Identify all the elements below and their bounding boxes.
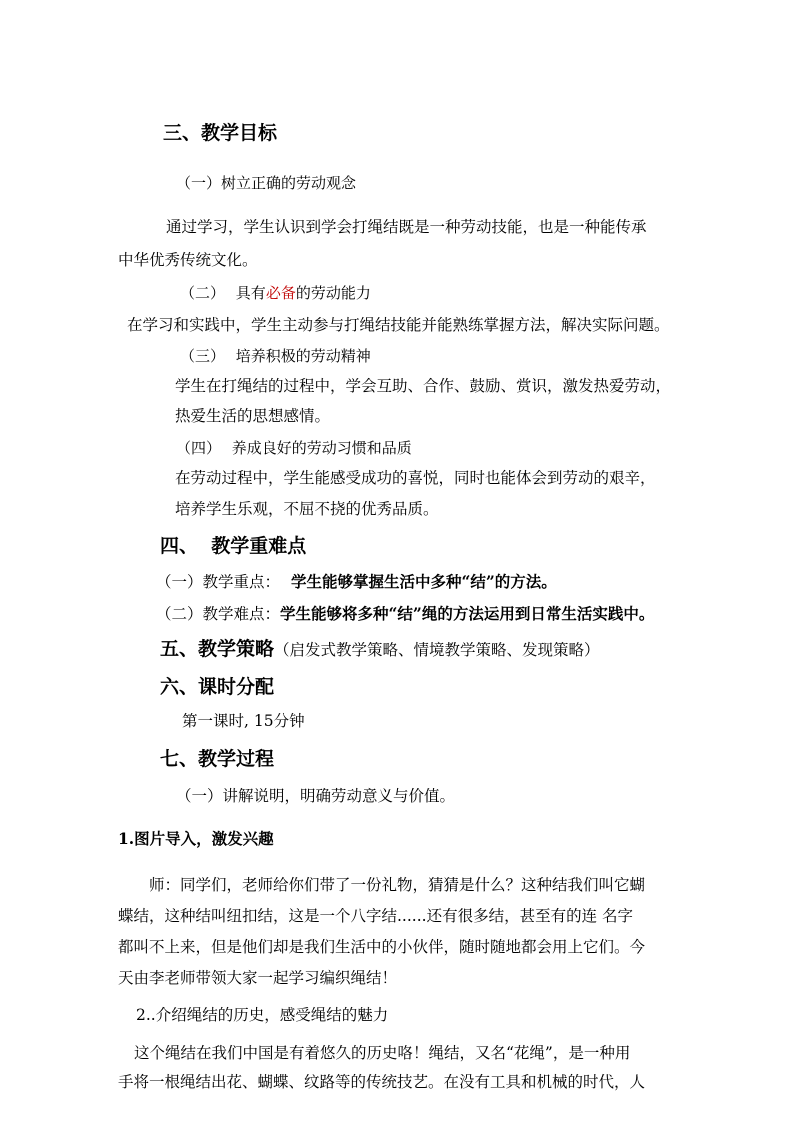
section3-sub4-line2: 培养学生乐观，不屈不挠的优秀品质。 (175, 500, 439, 518)
section3-sub2-line1: 在学习和实践中，学生主动参与打绳结技能并能熟练掌握方法，解决实际问题。 (127, 316, 670, 334)
section7-sub1: （一）讲解说明，明确劳动意义与价值。 (176, 787, 456, 805)
section4-diff-text: 学生能够将多种“结”绳的方法运用到日常生活实践中。 (280, 604, 655, 623)
section3-sub2-text-red: 必备 (265, 284, 296, 302)
section4-diff-label: （二）教学难点： (156, 605, 281, 623)
section3-title: 三、教学目标 (163, 122, 278, 144)
section4-title: 四、 教学重难点 (160, 535, 307, 557)
section7-item1-line1: 师：同学们，老师给你们带了一份礼物，猜猜是什么？这种结我们叫它蝴 (149, 876, 646, 894)
section3-sub4-line1: 在劳动过程中，学生能感受成功的喜悦，同时也能体会到劳动的艰辛， (175, 469, 656, 487)
section7-item1-title: 1.图片导入，激发兴趣 (118, 829, 274, 848)
section3-sub2-num: （二） (180, 284, 226, 302)
section3-sub2-title (180, 286, 371, 301)
section3-sub2-text-a: 具有 (235, 284, 266, 302)
section7-item2-line2: 手将一根绳结出花、蝴蝶、纹路等的传统技艺。在没有工具和机械的时代，人 (118, 1073, 646, 1091)
section5-heading (160, 640, 600, 659)
section4-key-label: （一）教学重点： (156, 573, 281, 591)
section7-item1-line2: 蝶结，这种结叫纽扣结，这是一个八字结......还有很多结，甚至有的连 名字 (118, 907, 633, 925)
section5-title: 五、教学策略 (160, 638, 275, 660)
section3-sub4-num: （四） (176, 439, 222, 457)
section4-key-text: 学生能够掌握生活中多种“结”的方法。 (290, 572, 557, 591)
section7-item2-title: 2..介绍绳结的历史，感受绳结的魅力 (136, 1006, 389, 1024)
section3-sub2-text-b: 的劳动能力 (295, 284, 371, 302)
section6-title: 六、课时分配 (160, 676, 275, 698)
section3-sub1-title: （一）树立正确的劳动观念 (176, 174, 357, 192)
section4-key-point (156, 574, 557, 591)
section7-item1-line3: 都叫不上来，但是他们却是我们生活中的小伙伴，随时随地都会用上它们。今 (118, 938, 646, 956)
section3-sub3-text: 培养积极的劳动精神 (235, 347, 371, 365)
section6-line1: 第一课时, 15分钟 (182, 712, 305, 730)
section3-sub3-title (180, 349, 371, 364)
section3-sub3-num: （三） (180, 347, 226, 365)
section3-sub3-line2: 热爱生活的思想感情。 (175, 407, 331, 425)
section7-title: 七、教学过程 (160, 748, 275, 770)
section3-sub4-text: 养成良好的劳动习惯和品质 (231, 439, 412, 457)
section7-item1-line4: 天由李老师带领大家一起学习编织绳结！ (118, 969, 398, 987)
section3-sub3-line1: 学生在打绳结的过程中，学会互助、合作、鼓励、赏识，激发热爱劳动， (175, 377, 672, 395)
section3-sub4-title (176, 441, 412, 456)
section7-item2-line1: 这个绳结在我们中国是有着悠久的历史咯！绳结，又名“花绳”，是一种用 (134, 1044, 631, 1062)
section3-sub1-line2: 中华优秀传统文化。 (118, 251, 258, 269)
section5-note: （启发式教学策略、情境教学策略、发现策略） (274, 641, 600, 659)
section3-sub1-line1: 通过学习，学生认识到学会打绳结既是一种劳动技能，也是一种能传承 (166, 218, 647, 236)
section4-difficult-point (156, 606, 654, 623)
